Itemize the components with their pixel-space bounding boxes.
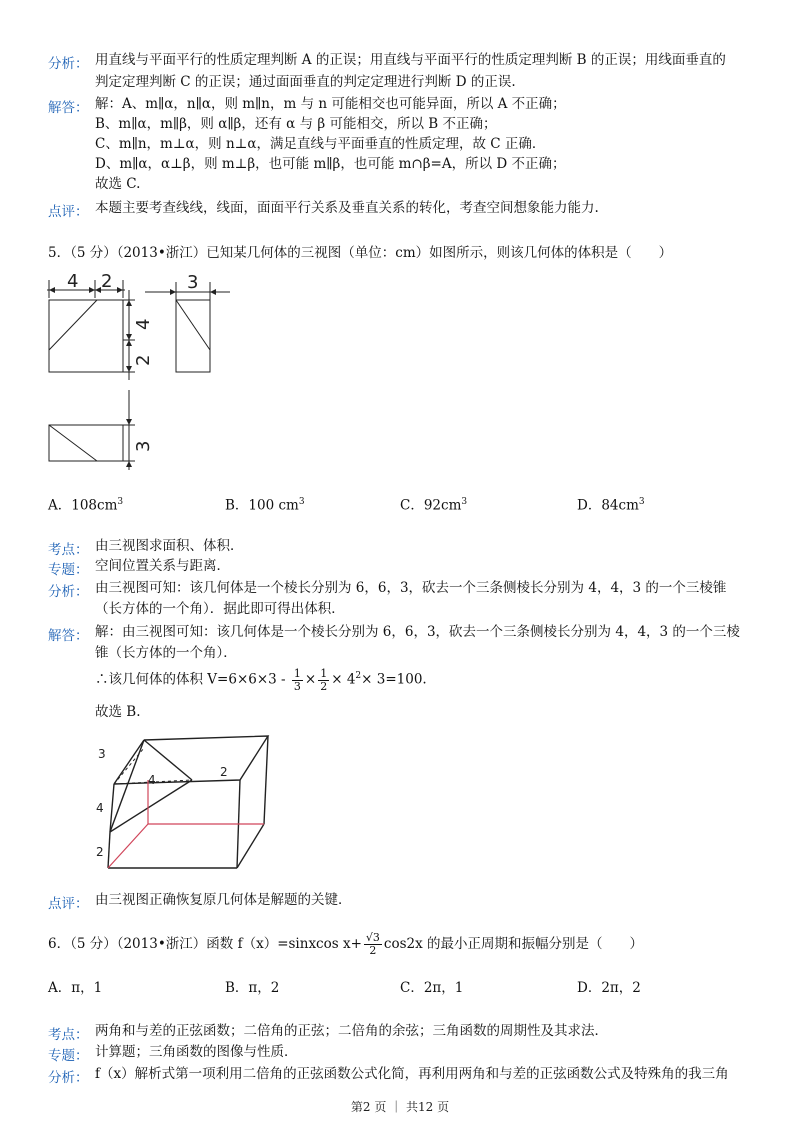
q5-answer-tag: 解答：: [48, 628, 89, 644]
q5-point: 由三视图求面积、体积．: [95, 538, 244, 554]
q4-analysis-tag: 分析：: [48, 56, 89, 72]
q5-answer-line-2: 锥（长方体的一个角）．: [95, 645, 237, 661]
q5-topic: 空间位置关系与距离．: [95, 558, 230, 574]
q6-point-tag: 考点：: [48, 1027, 89, 1043]
q5-comment: 由三视图正确恢复原几何体是解题的关键．: [95, 892, 352, 908]
q6-option-c: C．2π，1: [400, 980, 464, 996]
q5-option-b: B．100 $cm^3$: [225, 497, 305, 514]
q5-stem: 5．（5 分）（2013•浙江）已知某几何体的三视图（单位：cm）如图所示，则该几何体的体积是（ ）: [48, 245, 673, 261]
q6-analysis: f（x）解析式第一项利用二倍角的正弦函数公式化简，再利用两角和与差的正弦函数公式及特殊角的我三角: [95, 1066, 729, 1082]
q5-topic-tag: 专题：: [48, 562, 89, 578]
fig-label-side-4: 4: [133, 318, 154, 330]
fig-label-top-2: 2: [101, 271, 113, 292]
frac-one-half: $\frac{1}{2}$: [320, 666, 328, 693]
fig2-label-2a: 2: [220, 765, 228, 779]
frac-sqrt3-over-2: $\frac{√3}{2}$: [365, 931, 380, 957]
fig2-label-2b: 2: [96, 845, 104, 859]
q4-comment: 本题主要考查线线，线面，面面平行关系及垂直关系的转化，考查空间想象能力能力.: [95, 200, 599, 216]
page-footer: 第2 页 ｜ 共12 页: [350, 1100, 450, 1114]
q5-option-d: D．$84cm^3$: [577, 497, 645, 514]
q6-point: 两角和与差的正弦函数；二倍角的正弦；二倍角的余弦；三角函数的周期性及其求法．: [95, 1023, 608, 1039]
three-view-figure: [45, 270, 245, 475]
q4-answer-line-1: 解：A、m∥α，n∥α，则 m∥n，m 与 n 可能相交也可能异面，所以 A 不正确；: [95, 96, 566, 112]
fig-label-top-3: 3: [187, 272, 199, 293]
q5-option-c: C．$92cm^3$: [400, 497, 468, 514]
q4-answer-line-2: B、m∥α，m∥β，则 α∥β，还有 α 与 β 可能相交，所以 B 不正确；: [95, 116, 497, 132]
q4-answer-tag: 解答：: [48, 100, 89, 116]
q5-volume-formula: ∴该几何体的体积 V=6×6×3 - $\frac{1}{3}$ × $\frac{1}{2}$ × $4^2\times 3=100$.: [95, 666, 427, 693]
q5-point-tag: 考点：: [48, 542, 89, 558]
q5-choice: 故选 B.: [95, 704, 141, 720]
q6-topic-tag: 专题：: [48, 1048, 89, 1064]
q5-answer-line-1: 解：由三视图可知：该几何体是一个棱长分别为 6，6，3，砍去一个三条侧棱长分别为 4，4，3 的一个三棱: [95, 624, 740, 640]
fig-label-side-3: 3: [133, 440, 154, 452]
q6-analysis-tag: 分析：: [48, 1070, 89, 1086]
q4-analysis-line-1: 用直线与平面平行的性质定理判断 A 的正误；用直线与平面平行的性质定理判断 B 的正误；用线面垂直的: [95, 52, 726, 68]
fig-label-top-4: 4: [67, 271, 79, 292]
fig2-label-4b: 4: [96, 801, 104, 815]
q4-answer-line-5: 故选 C.: [95, 176, 141, 192]
q4-analysis-line-2: 判定定理判断 C 的正误；通过面面垂直的判定定理进行判断 D 的正误.: [95, 74, 516, 90]
q5-comment-tag: 点评：: [48, 896, 89, 912]
q6-option-d: D．2π，2: [577, 980, 641, 996]
q4-answer-line-4: D、m∥α，α⊥β，则 m⊥β，也可能 m∥β，也可能 m∩β=A，所以 D 不正确；: [95, 156, 566, 172]
q5-analysis-line-2: （长方体的一个角）．据此即可得出体积．: [95, 601, 345, 617]
frac-one-third: $\frac{1}{3}$: [293, 666, 301, 693]
fig2-label-4a: 4: [148, 773, 156, 787]
q5-option-a: A．$108cm^3$: [48, 497, 124, 514]
fig2-label-3: 3: [98, 747, 106, 761]
q6-option-a: A．π，1: [48, 980, 103, 996]
q6-topic: 计算题；三角函数的图像与性质．: [95, 1044, 298, 1060]
fig-label-side-2: 2: [133, 354, 154, 366]
q4-comment-tag: 点评：: [48, 204, 89, 220]
q5-analysis-line-1: 由三视图可知：该几何体是一个棱长分别为 6，6，3，砍去一个三条侧棱长分别为 4，4，3 的一个三棱锥: [95, 580, 727, 596]
q6-option-b: B．π，2: [225, 980, 280, 996]
q5-analysis-tag: 分析：: [48, 584, 89, 600]
solid-figure: [92, 728, 282, 878]
q6-stem: 6．（5 分）（2013•浙江）函数 f（x）=sinxcos x+ $\frac{√3}{2}$ cos2x 的最小正周期和振幅分别是（ ）: [48, 931, 644, 957]
q4-answer-line-3: C、m∥n，m⊥α，则 n⊥α，满足直线与平面垂直的性质定理，故 C 正确．: [95, 136, 546, 152]
